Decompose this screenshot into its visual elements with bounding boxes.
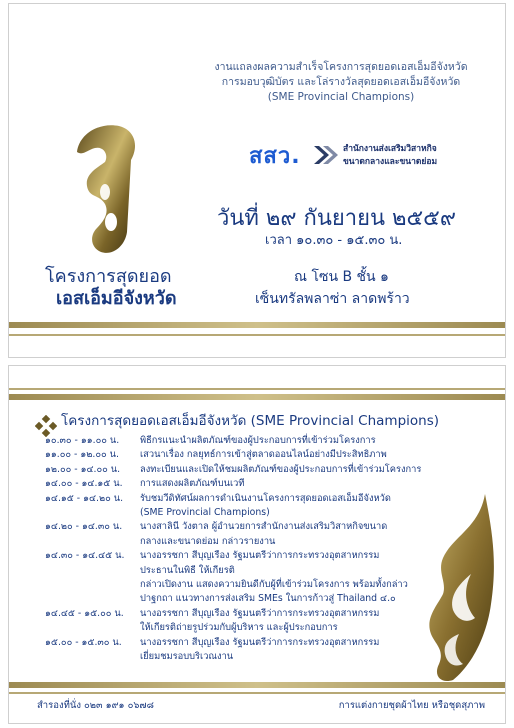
agenda-item bbox=[45, 492, 463, 521]
reservation-phone: สำรองที่นั่ง ๐๒๓ ๑๙๑ ๐๖๗๘ bbox=[37, 700, 154, 711]
agenda-desc bbox=[140, 607, 463, 636]
agenda-desc bbox=[140, 636, 463, 665]
gold-divider-thin bbox=[9, 388, 505, 390]
agenda-desc-line: รับชมวีดิทัศน์ผลการดำเนินงานโครงการสุดยอดเอสเอ็มอีจังหวัด bbox=[140, 492, 391, 504]
agenda-time: ๑๒.๐๐ - ๑๔.๐๐ น. bbox=[45, 463, 121, 475]
agenda-desc-line: นางอรรชกา สีบุญเรือง รัฐมนตรีว่าการกระทรวงอุตสาหกรรม bbox=[140, 636, 380, 648]
agenda-time: ๑๔.๐๐ - ๑๔.๑๕ น. bbox=[45, 478, 123, 490]
agenda-desc-line: กลางและขนาดย่อม กล่าวรายงาน bbox=[140, 535, 276, 547]
osmep-name-line-2: ขนาดกลางและขนาดย่อม bbox=[343, 157, 438, 167]
agenda-desc-line: ประธานในพิธี ให้เกียรติ bbox=[140, 564, 235, 576]
agenda-item bbox=[45, 434, 463, 448]
project-name-line-2: เอสเอ็มอีจังหวัด bbox=[56, 288, 177, 309]
osmep-chevron-icon bbox=[312, 144, 338, 166]
agenda-time: ๑๐.๓๐ - ๑๑.๐๐ น. bbox=[45, 435, 120, 446]
agenda-desc-line: (SME Provincial Champions) bbox=[140, 507, 270, 519]
event-time: เวลา ๑๐.๓๐ - ๑๕.๓๐ น. bbox=[265, 233, 403, 248]
agenda-title: โครงการสุดยอดเอสเอ็มอีจังหวัด (SME Provincial Champions) bbox=[61, 413, 439, 429]
header-line-1: งานแถลงผลความสำเร็จโครงการสุดยอดเอสเอ็มอีจังหวัด bbox=[214, 61, 468, 73]
agenda-item bbox=[45, 636, 463, 665]
agenda-desc-line: เยี่ยมชมรอบบริเวณงาน bbox=[140, 651, 234, 663]
gold-flame-ornament bbox=[423, 494, 497, 684]
agenda-desc-line: กล่าวเปิดงาน แสดงความยินดีกับผู้ที่เข้าร่วมโครงการ พร้อมทั้งกล่าว bbox=[140, 579, 408, 591]
gold-divider bbox=[9, 394, 505, 400]
agenda-time: ๑๑.๐๐ - ๑๒.๐๐ น. bbox=[45, 449, 119, 461]
agenda-desc-line: นางอรรชกา สีบุญเรือง รัฐมนตรีว่าการกระทรวงอุตสาหกรรม bbox=[140, 607, 380, 619]
gold-divider bbox=[9, 682, 505, 688]
agenda-time: ๑๔.๑๕ - ๑๔.๒๐ น. bbox=[45, 492, 124, 504]
event-location-line-1: ณ โซน B ชั้น ๑ bbox=[294, 269, 389, 285]
agenda-item bbox=[45, 607, 463, 636]
agenda-desc: การแสดงผลิตภัณฑ์บนเวที bbox=[140, 478, 245, 490]
header-line-2: การมอบวุฒิบัตร และโล่รางวัลสุดยอดเอสเอ็มอีจังหวัด bbox=[221, 76, 461, 88]
event-location-line-2: เซ็นทรัลพลาซ่า ลาดพร้าว bbox=[255, 291, 410, 307]
gold-divider-thin bbox=[9, 692, 505, 694]
agenda-time: ๑๔.๒๐ - ๑๔.๓๐ น. bbox=[45, 521, 123, 533]
invitation-card bbox=[8, 3, 506, 358]
gold-numeral-one-graphic bbox=[65, 120, 145, 260]
agenda-desc-line: ให้เกียรติถ่ายรูปร่วมกับผู้บริหาร และผู้ประกอบการ bbox=[140, 622, 338, 634]
agenda-item bbox=[45, 448, 463, 462]
agenda-time: ๑๕.๐๐ - ๑๕.๓๐ น. bbox=[45, 636, 122, 648]
agenda-item bbox=[45, 549, 463, 607]
agenda-desc-line: นางสาลินี วังตาล ผู้อำนวยการสำนักงานส่งเสริมวิสาหกิจขนาด bbox=[140, 521, 388, 533]
agenda-list bbox=[45, 434, 463, 665]
agenda-desc: ลงทะเบียนและเปิดให้ชมผลิตภัณฑ์ของผู้ประกอบการที่เข้าร่วมโครงการ bbox=[140, 463, 422, 475]
agenda-desc: เสวนาเรื่อง กลยุทธ์การเข้าสู่ตลาดออนไลน์อย่างมีประสิทธิภาพ bbox=[140, 449, 387, 461]
agenda-time: ๑๔.๔๕ - ๑๕.๐๐ น. bbox=[45, 607, 124, 619]
agenda-desc bbox=[140, 520, 463, 549]
agenda-desc-line: นางอรรชกา สีบุญเรือง รัฐมนตรีว่าการกระทรวงอุตสาหกรรม bbox=[140, 550, 380, 562]
agenda-desc-line: ปาฐกถา แนวทางการส่งเสริม SMEs ในการก้าวสู่ Thailand ๔.๐ bbox=[140, 593, 396, 605]
agenda-time: ๑๔.๓๐ - ๑๔.๔๕ น. bbox=[45, 550, 125, 562]
agenda-desc: พิธีกรแนะนำผลิตภัณฑ์ของผู้ประกอบการที่เข้าร่วมโครงการ bbox=[140, 435, 376, 446]
gold-divider-thin bbox=[9, 334, 505, 336]
osmep-name-line-1: สำนักงานส่งเสริมวิสาหกิจ bbox=[343, 144, 437, 154]
osmep-logo-abbr: สสว. bbox=[249, 144, 301, 169]
header-line-3: (SME Provincial Champions) bbox=[267, 91, 415, 103]
agenda-desc bbox=[140, 549, 463, 607]
agenda-item bbox=[45, 463, 463, 477]
agenda-item bbox=[45, 477, 463, 491]
agenda-item bbox=[45, 520, 463, 549]
project-name-line-1: โครงการสุดยอด bbox=[45, 266, 172, 287]
event-date: วันที่ ๒๙ กันยายน ๒๕๕๙ bbox=[217, 206, 456, 231]
agenda-card bbox=[8, 365, 506, 724]
gold-divider bbox=[9, 322, 505, 328]
dress-code: การแต่งกายชุดผ้าไทย หรือชุดสุภาพ bbox=[338, 700, 485, 711]
agenda-desc bbox=[140, 492, 463, 521]
